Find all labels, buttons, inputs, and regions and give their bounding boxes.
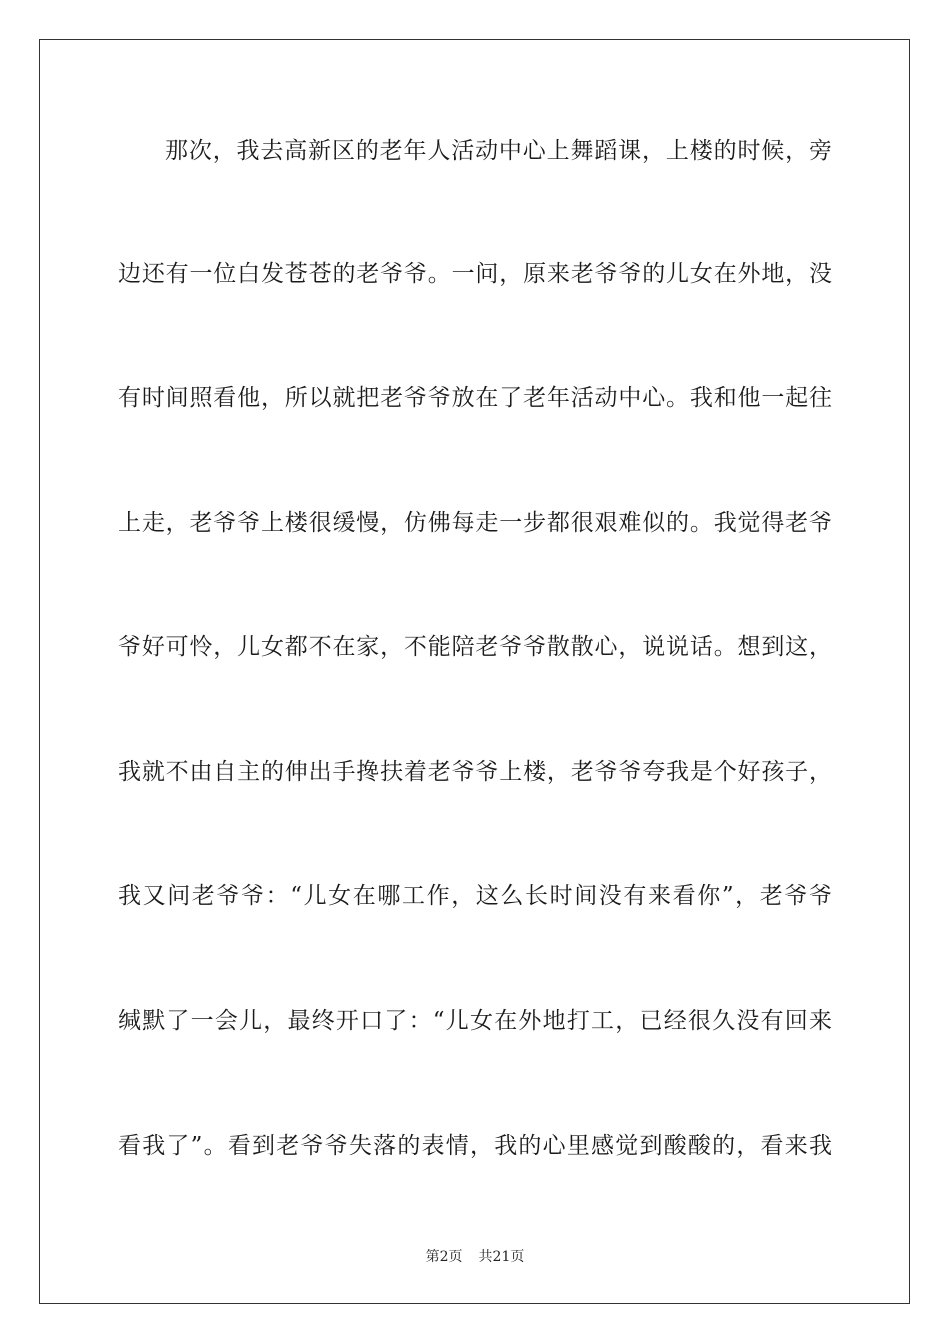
- paragraph-line: 有时间照看他，所以就把老爷爷放在了老年活动中心。我和他一起往: [118, 385, 832, 411]
- paragraph-line: 看我了”。看到老爷爷失落的表情，我的心里感觉到酸酸的，看来我: [118, 1133, 832, 1159]
- paragraph-line: 那次，我去高新区的老年人活动中心上舞蹈课，上楼的时候，旁: [165, 138, 832, 164]
- paragraph-line: 我又问老爷爷：“儿女在哪工作，这么长时间没有来看你”，老爷爷: [118, 883, 832, 909]
- page-total: 共21页: [478, 1249, 525, 1265]
- paragraph-line: 边还有一位白发苍苍的老爷爷。一问，原来老爷爷的儿女在外地，没: [118, 261, 832, 287]
- page-border: [39, 39, 910, 1304]
- paragraph-line: 上走，老爷爷上楼很缓慢，仿佛每走一步都很艰难似的。我觉得老爷: [118, 510, 832, 536]
- page-number: 第2页: [425, 1249, 463, 1265]
- page-footer: [0, 1247, 950, 1267]
- paragraph-line: 缄默了一会儿，最终开口了：“儿女在外地打工，已经很久没有回来: [118, 1008, 832, 1034]
- paragraph-line: 我就不由自主的伸出手搀扶着老爷爷上楼，老爷爷夸我是个好孩子，: [118, 759, 832, 785]
- paragraph-line: 爷好可怜，儿女都不在家，不能陪老爷爷散散心，说说话。想到这，: [118, 634, 832, 660]
